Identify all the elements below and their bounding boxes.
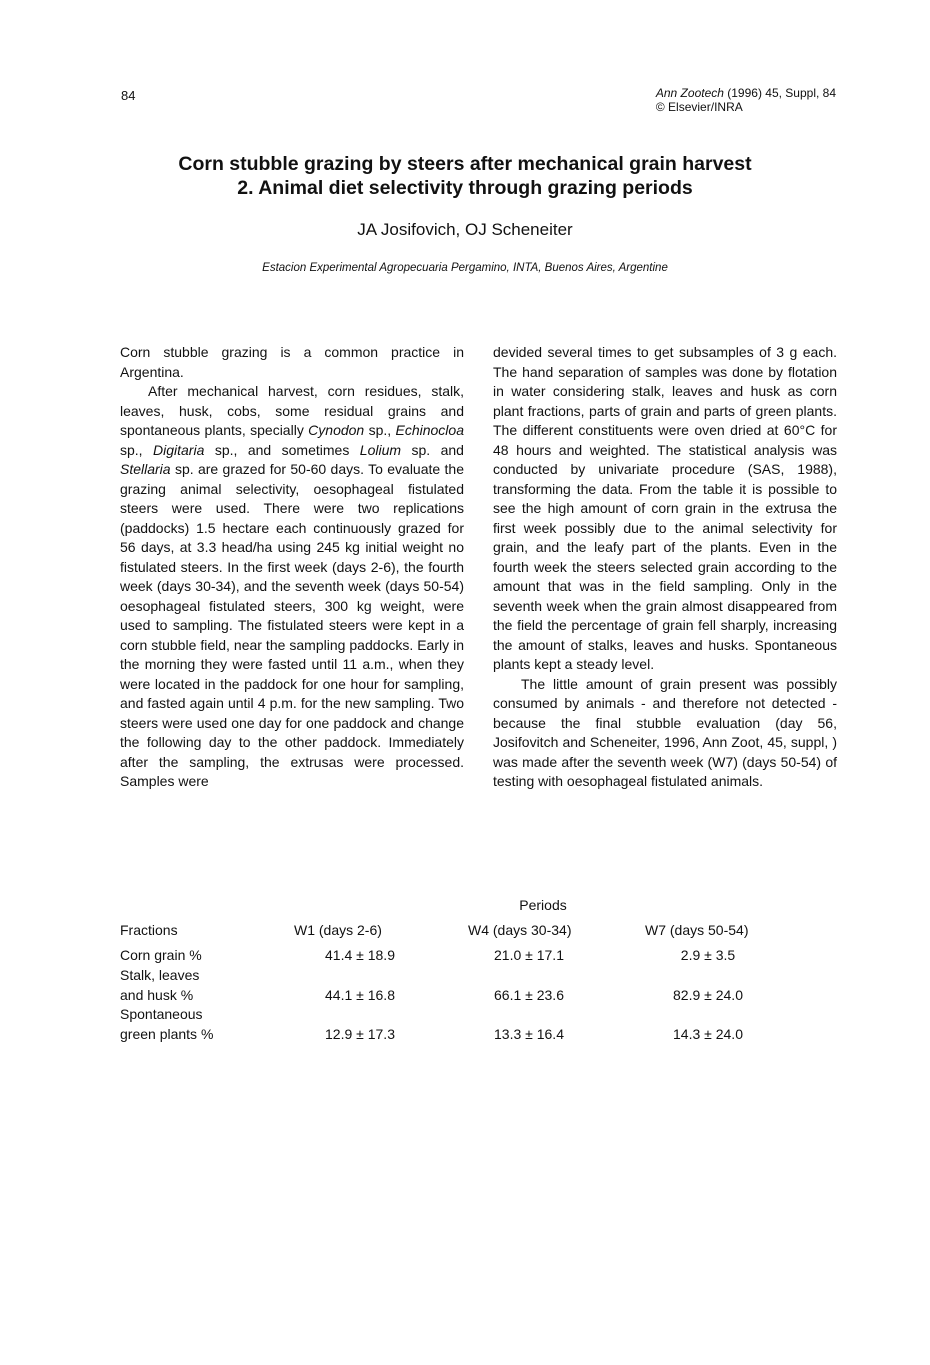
copyright: © Elsevier/INRA: [655, 100, 743, 114]
text-run: sp. and: [401, 441, 464, 458]
text-run: sp., and sometimes: [204, 441, 360, 458]
table-cell: 2.9 ± 3.5: [680, 947, 736, 963]
title-line-1: Corn stubble grazing by steers after mechanical grain harvest: [178, 153, 752, 175]
journal-name: Ann Zootech: [655, 86, 724, 100]
article-title: [0, 152, 930, 200]
header-w1: W1 (days 2-6): [294, 922, 382, 938]
species-name: Lolium: [359, 441, 402, 458]
species-name: Stellaria: [120, 461, 171, 477]
row-label-stalk-2: and husk %: [120, 987, 194, 1003]
right-column: [493, 343, 837, 792]
row-label-corn-grain: Corn grain %: [120, 947, 202, 963]
page-number: 84: [121, 88, 136, 103]
species-name: Cynodon: [308, 422, 365, 438]
header-w7: W7 (days 50-54): [645, 922, 749, 938]
text-run: After mechanical harvest, corn residues, stalk, leaves, husk, cobs, some residual grains and spontaneous plants, specially: [120, 383, 464, 438]
paragraph-1: Corn stubble grazing is a common practice in Argentina.: [120, 344, 464, 380]
row-label-spontaneous-2: green plants %: [120, 1026, 214, 1042]
paragraph-2: [120, 382, 464, 792]
title-line-2: 2. Animal diet selectivity through grazing periods: [237, 177, 693, 199]
table-cell: 21.0 ± 17.1: [494, 947, 564, 963]
periods-label: Periods: [519, 897, 567, 913]
table-cell: 82.9 ± 24.0: [673, 987, 743, 1003]
table-cell: 66.1 ± 23.6: [494, 987, 564, 1003]
table-cell: 13.3 ± 16.4: [494, 1026, 564, 1042]
table-cell: 12.9 ± 17.3: [325, 1026, 395, 1042]
row-label-spontaneous-1: Spontaneous: [120, 1006, 203, 1022]
row-label-stalk-1: Stalk, leaves: [120, 967, 200, 983]
authors: JA Josifovich, OJ Scheneiter: [357, 220, 573, 239]
left-column: [120, 343, 464, 792]
text-run: sp.,: [364, 422, 396, 438]
journal-line: [656, 86, 836, 100]
species-name: Echinocloa: [395, 422, 464, 438]
table-cell: 14.3 ± 24.0: [673, 1026, 743, 1042]
affiliation: Estacion Experimental Agropecuaria Pergamino, INTA, Buenos Aires, Argentine: [262, 262, 668, 274]
text-run: sp.,: [120, 441, 154, 458]
species-name: Digitaria: [153, 441, 205, 458]
paragraph-4: The little amount of grain present was possibly consumed by animals - and therefore not detected - because the final stubble evaluation (day 56, Josifovitch and Scheneiter, 1996, Ann Zoot, 45, suppl, ) was made after the seventh week (W7) (days 50-54) of testing with oesophageal fistulated animals.: [493, 675, 837, 789]
table-cell: 44.1 ± 16.8: [325, 987, 395, 1003]
journal-citation: [656, 86, 836, 114]
journal-volume: (1996) 45, Suppl, 84: [723, 86, 836, 100]
table-cell: 41.4 ± 18.9: [325, 947, 395, 963]
header-w4: W4 (days 30-34): [468, 922, 572, 938]
header-fractions: Fractions: [120, 922, 178, 938]
paragraph-3: devided several times to get subsamples of 3 g each. The hand separation of samples was done by flotation in water considering stalk, leaves and husk as corn plant fractions, parts of grain and parts of green plants. The different constituents were oven dried at 60°C for 48 hours and weighted. The statistical analysis was conducted by univariate procedure (SAS, 1988), transforming the data. From the table it is possible to see the high amount of corn grain in the extrusa the first week possibly due to the animal selectivity for grain, and the leafy part of the plants. Even in the fourth week the steers selected grain according to the amount that was in the field sampling. Only in the seventh week when the grain almost disappeared from the field the percentage of grain fell sharply, increasing the amount of stalks, leaves and husks. Spontaneous plants kept a steady level.: [493, 344, 837, 672]
text-run: sp. are grazed for 50-60 days. To evaluate the grazing animal selectivity, oesophageal fistulated steers were used. There were two replications (paddocks) 1.5 hectare each continuously grazed for 56 days, at 3.3 head/ha using 245 kg initial weight no fistulated steers. In the first week (days 2-6), the fourth week (days 30-34), and the seventh week (days 50-54) oesophageal fistulated steers, 300 kg weight, were used to sampling. The fistulated steers were kept in a corn stubble field, near the sampling paddocks. Early in the morning they were fasted until 11 a.m., when they were located in the paddock for one hour for sampling, and fasted again until 4 p.m. for the new sampling. Two steers were used one day for one paddock and change the following day to the other paddock. Immediately after the sampling, the extrusas were processed. Samples were: [120, 461, 464, 789]
